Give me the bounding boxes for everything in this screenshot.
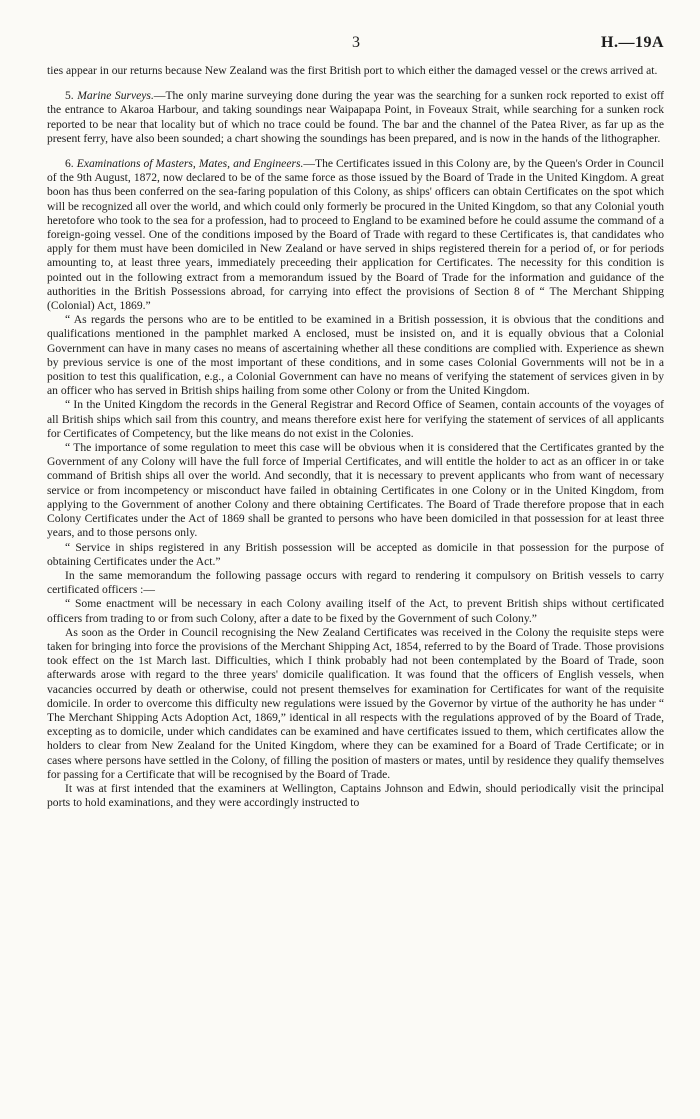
paragraph-examinations: 6. Examinations of Masters, Mates, and Engineers.—The Certificates issued in this Colony are, by the Queen's Order in Council of the 9th August, 1872, now declared to be of the same force as those issued by the Board of Trade in the United Kingdom. A great boon has thus been conferred on the sea-faring population of this Colony, as ships' officers can obtain Certificates on the spot which will be recognized all over the world, and which could only formerly be procured in the United Kingdom, so that any Colonial youth heretofore who took to the sea for a profession, had to proceed to England to be examined before he could assume the command of a foreign-going vessel. One of the conditions imposed by the Board of Trade with regard to these Certificates is, that candidates who apply for them must have been domiciled in New Zealand or have served in ships registered therein for a period of, or for periods amounting to, at least three years, immediately preceeding their application for Certificates. The necessity for this condition is pointed out in the following extract from a memorandum issued by the Board of Trade for the information and guidance of the authorities in the British Possessions abroad, for carrying into effect the provisions of Section 8 of “ The Merchant Shipping (Colonial) Act, 1869.” [47,157,664,313]
document-reference: H.—19A [601,34,664,51]
paragraph: “ In the United Kingdom the records in the General Registrar and Record Office of Seamen, contain accounts of the voyages of all British ships which sail from this country, and means therefore exist here for verifying the statement of services of all applicants for Certificates of Competency, but the like means do not exist in the Colonies. [47,398,664,440]
paragraph: “ Service in ships registered in any British possession will be accepted as domicile in that possession for the purpose of obtaining Certificates under the Act.” [47,540,664,568]
paragraph: ties appear in our returns because New Zealand was the first British port to which either the damaged vessel or the crews arrived at. [47,64,658,77]
paragraph: “ Some enactment will be necessary in each Colony availing itself of the Act, to prevent British ships without certificated officers from trading to or from such Colony, after a date to be fixed by the Government of such Colony.” [47,597,664,625]
body-text [47,64,664,810]
paragraph: In the same memorandum the following passage occurs with regard to rendering it compulsory on British vessels to carry certificated officers :— [47,568,664,597]
paragraph-marine-surveys: 5. Marine Surveys.—The only marine surveying done during the year was the searching for a sunken rock reported to exist off the entrance to Akaroa Harbour, and taking soundings near Waipapapa Point, in Foveaux Strait, while searching for a sunken rock reported to be near that locality but of which no trace could be found. The bar and the channel of the Patea River, as far up as the present ferry, have also been sounded; a chart showing the soundings has been prepared, and is now in the hands of the lithographer. [47,89,665,145]
paragraph: It was at first intended that the examiners at Wellington, Captains Johnson and Edwin, should periodically visit the principal ports to hold examinations, and they were accordingly instructed to [47,781,664,810]
paragraph: “ As regards the persons who are to be entitled to be examined in a British possession, it is obvious that the conditions and qualifications mentioned in the pamphlet marked A enclosed, must be insisted on, and it is equally obvious that a Colonial Government can have in many cases no means of ascertaining whether all these conditions are complied with. Experience as shewn by previous service is one of the most important of these conditions, and in some cases Colonial Governments will not be in a position to test this qualification, e.g., a Colonial Government can have no means of verifying the statement of services given in by an officer who has served in British ships hailing from some other Colony or from the United Kingdom. [47,313,664,398]
section-heading: Marine Surveys. [77,89,154,103]
page-header [47,34,664,58]
paragraph: As soon as the Order in Council recognising the New Zealand Certificates was received in the Colony the requisite steps were taken for bringing into force the provisions of the Merchant Shipping Act, 1854, referred to by the Board of Trade. Those provisions took effect on the 1st March last. Difficulties, which I think probably had not been contemplated by the Board of Trade, soon afterwards arose with regard to the three years' domicile qualification. It was found that the officers of English vessels, when vacancies occurred by death or otherwise, could not present themselves for examination for Certificates for want of the requisite domicile. In order to overcome this difficulty new regulations were issued by the Governor by virtue of the authority he has under “ The Merchant Shipping Acts Adoption Act, 1869,” identical in all respects with the regulations approved of by the Board of Trade, excepting as to domicile, under which candidates can be examined and have certificates issued to them, which certificates allow the holders to clear from New Zealand for the United Kingdom, where they can be examined for a Board of Trade Certificate; or in cases where persons have settled in the Colony, of filling the position of masters or mates, until by residence they qualify themselves for passing for a Certificate that will be recognised by the Board of Trade. [47,625,664,781]
section-heading: Examinations of Masters, Mates, and Engineers. [76,157,304,171]
page-number: 3 [352,34,360,51]
paragraph: “ The importance of some regulation to meet this case will be obvious when it is considered that the Certificates granted by the Government of any Colony will have the full force of Imperial Certificates, and will entitle the holder to act as an officer in or take command of British ships all over the world. And secondly, that it is necessary to prevent applicants who from want of necessary service or from incompetency or misconduct have failed in obtaining Certificates in one Colony or in the United Kingdom, from applying to the Government of another Colony and there obtaining Certificates. The Board of Trade therefore propose that in each Colony Certificates under the Act of 1869 shall be granted to persons who have been domiciled in that possession for at least three years, and to those persons only. [47,441,664,540]
section-number: 5. [65,89,74,103]
section-number: 6. [65,157,74,171]
